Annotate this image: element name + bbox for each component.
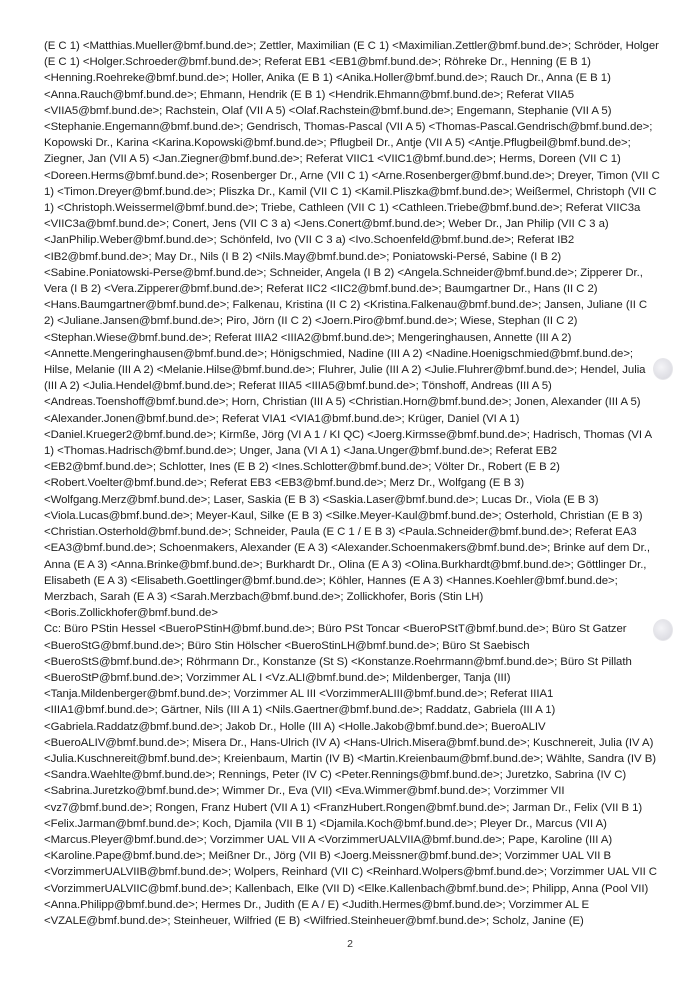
email-recipient-list — [44, 38, 660, 929]
to-recipients-paragraph: (E C 1) <Matthias.Mueller@bmf.bund.de>; Zettler, Maximilian (E C 1) <Maximilian.Zettler@bmf.bund.de>; Schröder, Holger (E C 1) <Holger.Schroeder@bmf.bund.de>; Referat EB1 <EB1@bmf.bund.de>; Röhreke Dr., Henning (E B 1) <Henning.Roehreke@bmf.bund.de>; Holler, Anika (E B 1) <Anika.Holler@bmf.bund.de>; Rauch Dr., Anna (E B 1) <Anna.Rauch@bmf.bund.de>; Ehmann, Hendrik (E B 1) <Hendrik.Ehmann@bmf.bund.de>; Referat VIIA5 <VIIA5@bmf.bund.de>; Rachstein, Olaf (VII A 5) <Olaf.Rachstein@bmf.bund.de>; Engemann, Stephanie (VII A 5) <Stephanie.Engemann@bmf.bund.de>; Gendrisch, Thomas-Pascal (VII A 5) <Thomas-Pascal.Gendrisch@bmf.bund.de>; Kopowski Dr., Karina <Karina.Kopowski@bmf.bund.de>; Pflugbeil Dr., Antje (VII A 5) <Antje.Pflugbeil@bmf.bund.de>; Ziegner, Jan (VII A 5) <Jan.Ziegner@bmf.bund.de>; Referat VIIC1 <VIIC1@bmf.bund.de>; Herms, Doreen (VII C 1) <Doreen.Herms@bmf.bund.de>; Rosenberger Dr., Arne (VII C 1) <Arne.Rosenberger@bmf.bund.de>; Dreyer, Timon (VII C 1) <Timon.Dreyer@bmf.bund.de>; Pliszka Dr., Kamil (VII C 1) <Kamil.Pliszka@bmf.bund.de>; Weißermel, Christoph (VII C 1) <Christoph.Weissermel@bmf.bund.de>; Triebe, Cathleen (VII C 1) <Cathleen.Triebe@bmf.bund.de>; Referat VIIC3a <VIIC3a@bmf.bund.de>; Conert, Jens (VII C 3 a) <Jens.Conert@bmf.bund.de>; Weber Dr., Jan Philip (VII C 3 a) <JanPhilip.Weber@bmf.bund.de>; Schönfeld, Ivo (VII C 3 a) <Ivo.Schoenfeld@bmf.bund.de>; Referat IB2 <IB2@bmf.bund.de>; May Dr., Nils (I B 2) <Nils.May@bmf.bund.de>; Poniatowski-Persé, Sabine (I B 2) <Sabine.Poniatowski-Perse@bmf.bund.de>; Schneider, Angela (I B 2) <Angela.Schneider@bmf.bund.de>; Zipperer Dr., Vera (I B 2) <Vera.Zipperer@bmf.bund.de>; Referat IIC2 <IIC2@bmf.bund.de>; Baumgartner Dr., Hans (II C 2) <Hans.Baumgartner@bmf.bund.de>; Falkenau, Kristina (II C 2) <Kristina.Falkenau@bmf.bund.de>; Jansen, Juliane (II C 2) <Juliane.Jansen@bmf.bund.de>; Piro, Jörn (II C 2) <Joern.Piro@bmf.bund.de>; Wiese, Stephan (II C 2) <Stephan.Wiese@bmf.bund.de>; Referat IIIA2 <IIIA2@bmf.bund.de>; Mengeringhausen, Annette (III A 2) <Annette.Mengeringhausen@bmf.bund.de>; Hönigschmied, Nadine (III A 2) <Nadine.Hoenigschmied@bmf.bund.de>; Hilse, Melanie (III A 2) <Melanie.Hilse@bmf.bund.de>; Fluhrer, Julie (III A 2) <Julie.Fluhrer@bmf.bund.de>; Hendel, Julia (III A 2) <Julia.Hendel@bmf.bund.de>; Referat IIIA5 <IIIA5@bmf.bund.de>; Tönshoff, Andreas (III A 5) <Andreas.Toenshoff@bmf.bund.de>; Horn, Christian (III A 5) <Christian.Horn@bmf.bund.de>; Jonen, Alexander (III A 5) <Alexander.Jonen@bmf.bund.de>; Referat VIA1 <VIA1@bmf.bund.de>; Krüger, Daniel (VI A 1) <Daniel.Krueger2@bmf.bund.de>; Kirmße, Jörg (VI A 1 / KI QC) <Joerg.Kirmsse@bmf.bund.de>; Hadrisch, Thomas (VI A 1) <Thomas.Hadrisch@bmf.bund.de>; Unger, Jana (VI A 1) <Jana.Unger@bmf.bund.de>; Referat EB2 <EB2@bmf.bund.de>; Schlotter, Ines (E B 2) <Ines.Schlotter@bmf.bund.de>; Völter Dr., Robert (E B 2) <Robert.Voelter@bmf.bund.de>; Referat EB3 <EB3@bmf.bund.de>; Merz Dr., Wolfgang (E B 3) <Wolfgang.Merz@bmf.bund.de>; Laser, Saskia (E B 3) <Saskia.Laser@bmf.bund.de>; Lucas Dr., Viola (E B 3) <Viola.Lucas@bmf.bund.de>; Meyer-Kaul, Silke (E B 3) <Silke.Meyer-Kaul@bmf.bund.de>; Osterhold, Christian (E B 3) <Christian.Osterhold@bmf.bund.de>; Schneider, Paula (E C 1 / E B 3) <Paula.Schneider@bmf.bund.de>; Referat EA3 <EA3@bmf.bund.de>; Schoenmakers, Alexander (E A 3) <Alexander.Schoenmakers@bmf.bund.de>; Brinke auf dem Dr., Anna (E A 3) <Anna.Brinke@bmf.bund.de>; Burkhardt Dr., Olina (E A 3) <Olina.Burkhardt@bmf.bund.de>; Göttlinger Dr., Elisabeth (E A 3) <Elisabeth.Goettlinger@bmf.bund.de>; Köhler, Hannes (E A 3) <Hannes.Koehler@bmf.bund.de>; Merzbach, Sarah (E A 3) <Sarah.Merzbach@bmf.bund.de>; Zollickhofer, Boris (Stin LH) <Boris.Zollickhofer@bmf.bund.de> — [44, 40, 660, 620]
punch-hole-mark — [653, 619, 673, 641]
punch-hole-mark — [653, 358, 673, 380]
page-number: 2 — [347, 938, 353, 950]
cc-recipients-paragraph: Cc: Büro PStin Hessel <BueroPStinH@bmf.bund.de>; Büro PSt Toncar <BueroPStT@bmf.bund.de>; Büro St Gatzer <BueroStG@bmf.bund.de>; Büro Stin Hölscher <BueroStinLH@bmf.bund.de>; Büro St Saebisch <BueroStS@bmf.bund.de>; Röhrmann Dr., Konstanze (St S) <Konstanze.Roehrmann@bmf.bund.de>; Büro St Pillath <BueroStP@bmf.bund.de>; Vorzimmer AL I <Vz.ALI@bmf.bund.de>; Mildenberger, Tanja (III) <Tanja.Mildenberger@bmf.bund.de>; Vorzimmer AL III <VorzimmerALIII@bmf.bund.de>; Referat IIIA1 <IIIA1@bmf.bund.de>; Gärtner, Nils (III A 1) <Nils.Gaertner@bmf.bund.de>; Raddatz, Gabriela (III A 1) <Gabriela.Raddatz@bmf.bund.de>; Jakob Dr., Holle (III A) <Holle.Jakob@bmf.bund.de>; BueroALIV <BueroALIV@bmf.bund.de>; Misera Dr., Hans-Ulrich (IV A) <Hans-Ulrich.Misera@bmf.bund.de>; Kuschnereit, Julia (IV A) <Julia.Kuschnereit@bmf.bund.de>; Kreienbaum, Martin (IV B) <Martin.Kreienbaum@bmf.bund.de>; Wählte, Sandra (IV B) <Sandra.Waehlte@bmf.bund.de>; Rennings, Peter (IV C) <Peter.Rennings@bmf.bund.de>; Juretzko, Sabrina (IV C) <Sabrina.Juretzko@bmf.bund.de>; Wimmer Dr., Eva (VII) <Eva.Wimmer@bmf.bund.de>; Vorzimmer VII <vz7@bmf.bund.de>; Rongen, Franz Hubert (VII A 1) <FranzHubert.Rongen@bmf.bund.de>; Jarman Dr., Felix (VII B 1) <Felix.Jarman@bmf.bund.de>; Koch, Djamila (VII B 1) <Djamila.Koch@bmf.bund.de>; Pleyer Dr., Marcus (VII A) <Marcus.Pleyer@bmf.bund.de>; Vorzimmer UAL VII A <VorzimmerUALVIIA@bmf.bund.de>; Pape, Karoline (III A) <Karoline.Pape@bmf.bund.de>; Meißner Dr., Jörg (VII B) <Joerg.Meissner@bmf.bund.de>; Vorzimmer UAL VII B <VorzimmerUALVIIB@bmf.bund.de>; Wolpers, Reinhard (VII C) <Reinhard.Wolpers@bmf.bund.de>; Vorzimmer UAL VII C <VorzimmerUALVIIC@bmf.bund.de>; Kallenbach, Elke (VII D) <Elke.Kallenbach@bmf.bund.de>; Philipp, Anna (Pool VII) <Anna.Philipp@bmf.bund.de>; Hermes Dr., Judith (E A / E) <Judith.Hermes@bmf.bund.de>; Vorzimmer AL E <VZALE@bmf.bund.de>; Steinheuer, Wilfried (E B) <Wilfried.Steinheuer@bmf.bund.de>; Scholz, Janine (E) — [44, 623, 657, 927]
